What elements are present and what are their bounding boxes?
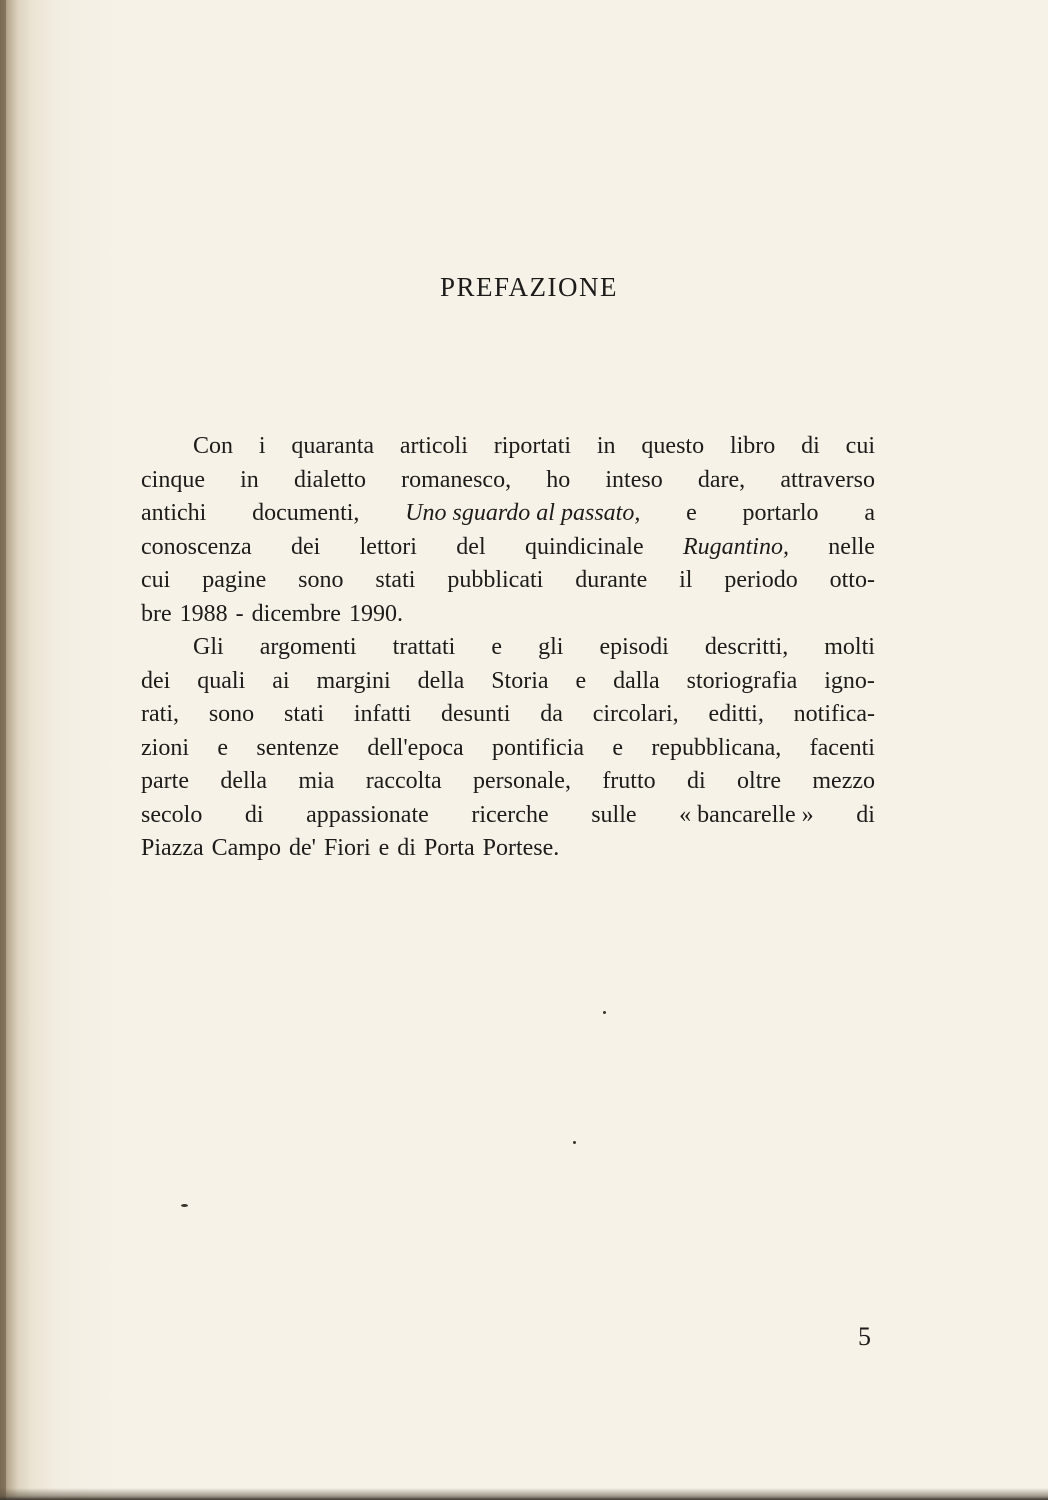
word: di — [244, 801, 264, 828]
word: Rugantino, — [682, 533, 789, 560]
word: di — [801, 433, 820, 459]
word: argomenti — [259, 634, 357, 660]
word: di — [687, 768, 706, 794]
word: ai — [272, 667, 290, 694]
word: riportati — [493, 433, 572, 459]
word: Porta — [423, 835, 475, 861]
preface-body — [141, 430, 875, 866]
word: e — [491, 634, 503, 660]
word: Piazza — [141, 835, 204, 861]
word: bre — [141, 600, 172, 627]
word: sulle — [591, 801, 637, 828]
text-line — [141, 698, 875, 732]
word: quindicinale — [524, 533, 644, 560]
text-line — [141, 732, 875, 766]
word: e — [686, 500, 697, 526]
word: in — [240, 466, 259, 493]
word: dalla — [613, 667, 660, 694]
word: a — [864, 500, 875, 526]
word: Fiori — [323, 835, 371, 861]
word: de' — [288, 835, 316, 861]
word: durante — [575, 567, 648, 593]
word: parte — [141, 768, 189, 794]
text-line — [141, 631, 875, 665]
word: da — [540, 701, 563, 727]
word: cui — [141, 567, 171, 593]
word: portarlo — [742, 500, 819, 526]
word: pontificia — [492, 734, 584, 761]
word: quaranta — [291, 433, 375, 459]
word: pagine — [202, 567, 267, 593]
word: Uno sguardo al passato, — [405, 500, 641, 526]
word: dialetto — [293, 466, 366, 493]
word: stati — [375, 567, 416, 593]
word: 1988 — [179, 600, 228, 627]
word: facenti — [809, 734, 875, 761]
word: molti — [824, 634, 875, 660]
word: zioni — [141, 734, 189, 761]
word: oltre — [737, 768, 782, 794]
word: e — [575, 667, 587, 694]
word: sono — [298, 567, 344, 593]
word: cinque — [141, 466, 205, 493]
word: romanesco, — [401, 466, 512, 493]
word: otto- — [829, 567, 875, 593]
word: sono — [208, 701, 255, 727]
word: ho — [546, 466, 571, 493]
word: il — [679, 567, 693, 593]
paper-speck — [181, 1204, 188, 1207]
text-line — [141, 564, 875, 598]
word: della — [417, 667, 465, 694]
word: nelle — [828, 533, 875, 560]
word: cui — [845, 433, 875, 459]
word: notifica- — [793, 701, 875, 727]
word: ricerche — [471, 801, 549, 828]
word: attraverso — [780, 466, 875, 493]
word: in — [596, 433, 616, 459]
word: secolo — [141, 801, 203, 828]
word: infatti — [353, 701, 412, 727]
word: storiografia — [686, 667, 798, 694]
word: di — [397, 835, 416, 861]
word: lettori — [359, 533, 417, 560]
text-line — [141, 799, 875, 833]
word: editti, — [708, 701, 764, 727]
word: documenti, — [252, 500, 360, 526]
word: mia — [298, 768, 335, 794]
word: i — [258, 433, 266, 459]
word: quali — [197, 667, 246, 694]
text-line — [141, 430, 875, 464]
word: e — [378, 835, 390, 861]
word: circolari, — [592, 701, 679, 727]
word: pubblicati — [447, 567, 544, 593]
page-number: 5 — [858, 1322, 871, 1351]
word: 1990. — [348, 600, 403, 627]
word: margini — [316, 667, 391, 694]
word: trattati — [392, 634, 456, 660]
word: Portese. — [482, 835, 560, 861]
word: appassionate — [306, 801, 429, 828]
text-line — [141, 598, 875, 632]
word: « bancarelle » — [679, 801, 814, 828]
word: raccolta — [365, 768, 442, 794]
spine-shadow — [0, 0, 6, 1500]
word: gli — [538, 634, 564, 660]
word: episodi — [599, 634, 669, 660]
word: Con — [193, 433, 234, 459]
word: e — [217, 734, 229, 761]
word: desunti — [441, 701, 511, 727]
text-line — [141, 832, 875, 866]
word: dare, — [697, 466, 746, 493]
word: libro — [729, 433, 776, 459]
word: dei — [141, 667, 171, 694]
paper-speck — [603, 1011, 606, 1014]
word: personale, — [472, 768, 571, 794]
word: dell'epoca — [367, 734, 464, 761]
word: periodo — [724, 567, 798, 593]
word: dicembre — [251, 600, 341, 627]
text-line — [141, 531, 875, 565]
word: del — [456, 533, 486, 560]
word: descritti, — [704, 634, 789, 660]
text-line — [141, 665, 875, 699]
word: frutto — [602, 768, 656, 794]
word: dei — [290, 533, 321, 560]
word: e — [612, 734, 623, 761]
word: questo — [641, 433, 705, 459]
word: sentenze — [256, 734, 339, 761]
word: Gli — [193, 634, 224, 660]
word: mezzo — [812, 768, 875, 794]
word: articoli — [399, 433, 468, 459]
text-line — [141, 497, 875, 531]
paper-speck — [573, 1141, 576, 1144]
word: - — [235, 600, 244, 627]
word: igno- — [824, 667, 875, 694]
text-line — [141, 464, 875, 498]
text-line — [141, 765, 875, 799]
word: della — [220, 768, 267, 794]
word: repubblicana, — [651, 734, 782, 761]
word: Storia — [491, 667, 549, 694]
word: antichi — [141, 500, 207, 526]
word: inteso — [605, 466, 663, 493]
word: di — [856, 801, 875, 828]
word: stati — [284, 701, 325, 727]
page-title: PREFAZIONE — [439, 272, 618, 302]
word: rati, — [141, 701, 179, 727]
page-bottom-edge — [0, 1488, 1048, 1500]
word: Campo — [211, 835, 281, 861]
word: conoscenza — [141, 533, 252, 560]
